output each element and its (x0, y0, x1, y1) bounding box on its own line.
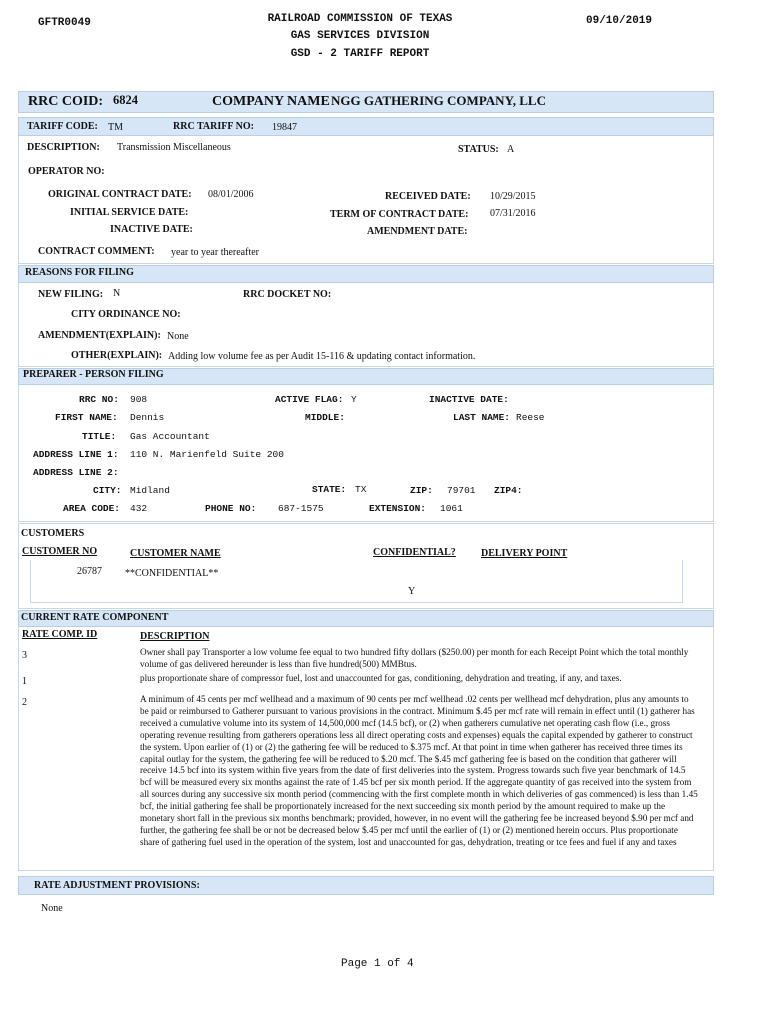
rate-desc-3: Owner shall pay Transporter a low volume fee equal to two hundred fifty dollars ($250.00) per month for each Receipt Point which the total monthly volume of gas delivered hereunder is less than five hundred(500) MMBtus. (140, 647, 689, 669)
rrc-no-value: 908 (130, 394, 148, 405)
first-name-value: Dennis (130, 412, 165, 423)
description-value: Transmission Miscellaneous (117, 142, 231, 153)
rate-id-3: 3 (22, 650, 27, 661)
docket-label: RRC DOCKET NO: (243, 289, 332, 300)
received-value: 10/29/2015 (490, 191, 536, 202)
contract-comment-label: CONTRACT COMMENT: (38, 246, 155, 257)
customer-no: 26787 (77, 566, 102, 577)
orig-contract-value: 08/01/2006 (208, 189, 254, 200)
phone-label: PHONE NO: (205, 503, 257, 514)
coid-label: RRC COID: (28, 94, 104, 109)
report-title-1: RAILROAD COMMISSION OF TEXAS (267, 13, 453, 25)
description-label: DESCRIPTION: (27, 142, 100, 153)
extension-label: EXTENSION: (369, 503, 427, 514)
last-name-value: Reese (516, 412, 545, 423)
initial-service-label: INITIAL SERVICE DATE: (70, 207, 189, 218)
report-title-3: GSD - 2 TARIFF REPORT (290, 48, 430, 60)
col-rate-id: RATE COMP. ID (22, 629, 98, 640)
extension-value: 1061 (440, 503, 463, 514)
rate-id-2: 2 (22, 697, 27, 708)
zip-label: ZIP: (410, 485, 433, 496)
report-id: GFTR0049 (38, 17, 91, 29)
received-label: RECEIVED DATE: (385, 191, 471, 202)
other-explain-value: Adding low volume fee as per Audit 15-116 & updating contact information. (168, 351, 476, 362)
preparer-inactive-label: INACTIVE DATE: (429, 394, 509, 405)
first-name-label: FIRST NAME: (55, 412, 118, 423)
customer-name: **CONFIDENTIAL** (125, 568, 219, 579)
orig-contract-label: ORIGINAL CONTRACT DATE: (48, 189, 192, 200)
area-code-label: AREA CODE: (63, 503, 121, 514)
other-explain-label: OTHER(EXPLAIN): (71, 350, 163, 361)
rate-heading: CURRENT RATE COMPONENT (21, 612, 169, 623)
zip4-label: ZIP4: (494, 485, 523, 496)
last-name-label: LAST NAME: (453, 412, 511, 423)
page-number: Page 1 of 4 (341, 958, 414, 970)
title-label: TITLE: (82, 431, 117, 442)
tariff-code: TM (108, 122, 123, 133)
company-name: NGG GATHERING COMPANY, LLC (331, 93, 546, 108)
customer-confidential: Y (408, 586, 416, 597)
address1-label: ADDRESS LINE 1: (33, 449, 119, 460)
address2-label: ADDRESS LINE 2: (33, 467, 119, 478)
city-value: Midland (130, 485, 170, 496)
address1-value: 110 N. Marienfeld Suite 200 (130, 449, 284, 460)
term-value: 07/31/2016 (490, 208, 536, 219)
rate-desc-1: plus proportionate share of compressor fuel, lost and unaccounted for gas, conditioning, dehydration and treating, if any, and taxes. (140, 673, 622, 683)
zip-value: 79701 (447, 485, 476, 496)
state-value: TX (355, 484, 367, 495)
col-rate-description: DESCRIPTION (140, 631, 210, 642)
report-date: 09/10/2019 (586, 15, 653, 27)
company-name-label: COMPANY NAME (212, 94, 330, 109)
customer-row-frame (30, 560, 683, 603)
report-title-2: GAS SERVICES DIVISION (290, 30, 430, 42)
preparer-box (18, 384, 714, 522)
state-label: STATE: (312, 484, 347, 495)
new-filing-label: NEW FILING: (38, 289, 104, 300)
status-value: A (507, 144, 515, 155)
preparer-heading: PREPARER - PERSON FILING (23, 369, 164, 380)
contract-comment-value: year to year thereafter (171, 247, 259, 258)
col-confidential: CONFIDENTIAL? (373, 547, 456, 558)
col-customer-name: CUSTOMER NAME (130, 548, 221, 559)
amendment-date-label: AMENDMENT DATE: (367, 226, 468, 237)
tariff-code-label: TARIFF CODE: (27, 121, 98, 132)
rrc-tariff-no: 19847 (272, 122, 297, 133)
inactive-label: INACTIVE DATE: (110, 224, 193, 235)
rate-id-1: 1 (22, 676, 27, 687)
amendment-explain-label: AMENDMENT(EXPLAIN): (38, 330, 161, 341)
reasons-heading: REASONS FOR FILING (25, 267, 134, 278)
status-label: STATUS: (458, 144, 499, 155)
adjustment-value: None (41, 903, 63, 914)
new-filing-value: N (113, 288, 121, 299)
active-flag-value: Y (351, 394, 357, 405)
rrc-tariff-label: RRC TARIFF NO: (173, 121, 254, 132)
amendment-explain-value: None (167, 331, 189, 342)
rrc-no-label: RRC NO: (79, 394, 119, 405)
adjustment-heading: RATE ADJUSTMENT PROVISIONS: (34, 880, 200, 891)
col-customer-no: CUSTOMER NO (22, 546, 98, 557)
area-code-value: 432 (130, 503, 148, 514)
phone-value: 687-1575 (278, 503, 324, 514)
customers-heading: CUSTOMERS (21, 528, 85, 539)
middle-label: MIDDLE: (305, 412, 345, 423)
col-delivery-point: DELIVERY POINT (481, 548, 568, 559)
rate-desc-2: A minimum of 45 cents per mcf wellhead and a maximum of 90 cents per mcf wellhead .02 cents per wellhead mcf dehydration, plus any amounts to be paid or reimbursed to Gatherer pursuant to various provisions in the contract. Minimum $.45 per mcf rate will remain in effect until (1) gatherer has received a cumulative volume into its system of 14,500,000 mcf (14.5 bcf), or (2) when gatherers cumulative net operating cash flow (i.e., gross operating revenue resulting from gatherers operations less all direct operating costs and expenses) equals the capital expended by gatherer to construct the system. Upon earlier of (1) or (2) the gathering fee will be reduced to $.375 mcf. At that point in time when gatherer has received three times its capital outlay for the system, the gathering fee will be reduced to $.20 mcf. The $.45 mcf gathering fee is based on the condition that gatherer will receive 14.5 bcf into its system within five years from the date of first deliveries into the system. Progress towards such five year benchmark of 14.5 bcf will be measured every six months against the rate of 1.45 bcf per six month period. If the aggregate quantity of gas received into the system from all sources during any successive six month period (commencing with the first complete month in which deliveries of gas commenced) is less than 1.45 bcf, the initial gathering fee shall be proportionately increased for the next succeeding six month period by the amount required to make up the monetary short fall in the previous six months benchmark; provided, however, in no event will the gathering fee be increased beyond $.90 per mcf and further, the gathering fee shall be or not be decreased below $.45 per mcf until the earlier of (1) or (2) mentioned herein occurs. Plus proportionate share of gathering fuel used in the operation of the system, lost and unaccounted for gas, dehydration, treating or tce fees and fuel if any and taxes (140, 694, 698, 847)
term-label: TERM OF CONTRACT DATE: (330, 209, 469, 220)
title-value: Gas Accountant (130, 431, 210, 442)
operator-label: OPERATOR NO: (28, 166, 105, 177)
city-label: CITY: (93, 485, 122, 496)
city-ordinance-label: CITY ORDINANCE NO: (71, 309, 181, 320)
coid-value: 6824 (113, 93, 138, 107)
active-flag-label: ACTIVE FLAG: (275, 394, 344, 405)
